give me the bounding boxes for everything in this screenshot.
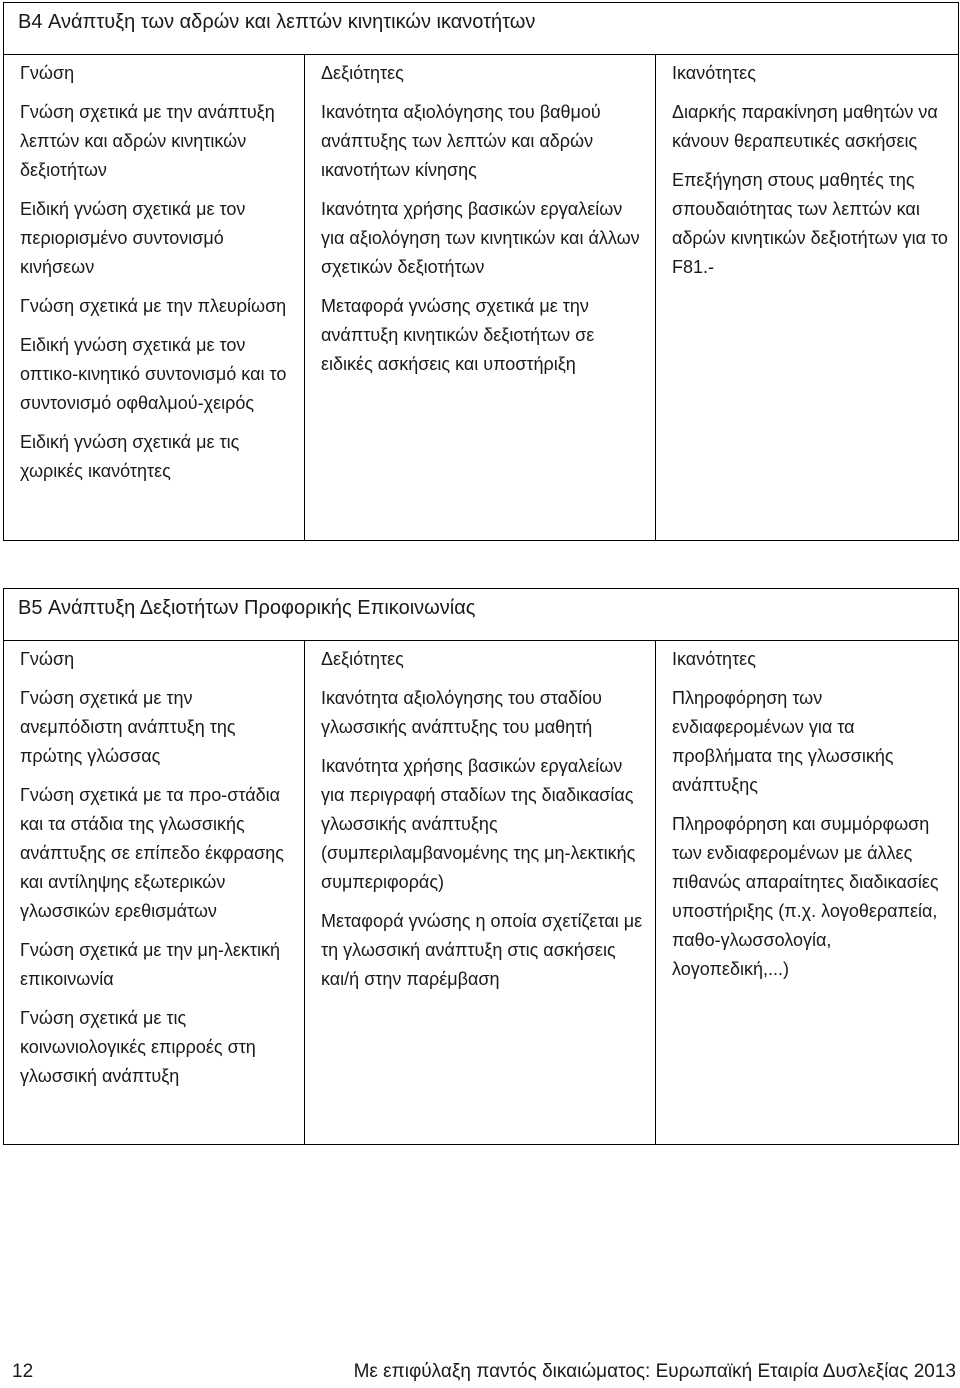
list-item: Γνώση σχετικά με τα προ-στάδια και τα στάδια της γλωσσικής ανάπτυξης σε επίπεδο έκφρασης και αντίληψης εξωτερικών γλωσσικών ερεθισμάτων [20, 785, 284, 921]
column-header-skills: Δεξιότητες [321, 63, 404, 83]
list-item: Ειδική γνώση σχετικά με τις χωρικές ικανότητες [20, 432, 240, 481]
list-item: Επεξήγηση στους μαθητές της σπουδαιότητας των λεπτών και αδρών κινητικών δεξιοτήτων για το F81.- [672, 170, 948, 277]
list-item: Διαρκής παρακίνηση μαθητών να κάνουν θεραπευτικές ασκήσεις [672, 102, 938, 151]
column-header-competences: Ικανότητες [672, 63, 756, 83]
knowledge-column [4, 641, 304, 1144]
list-item: Ικανότητα αξιολόγησης του βαθμού ανάπτυξης των λεπτών και αδρών ικανοτήτων κίνησης [321, 102, 601, 180]
list-item: Μεταφορά γνώσης η οποία σχετίζεται με τη γλωσσική ανάπτυξη στις ασκήσεις και/ή στην παρέμβαση [321, 911, 643, 989]
section-b5 [3, 588, 959, 1145]
section-columns [4, 55, 958, 540]
list-item: Πληροφόρηση των ενδιαφερομένων για τα προβλήματα της γλωσσικής ανάπτυξης [672, 688, 894, 795]
section-title: B4 Ανάπτυξη των αδρών και λεπτών κινητικών ικανοτήτων [4, 3, 958, 55]
competences-column [655, 55, 958, 540]
section-b4 [3, 2, 959, 541]
skills-column [304, 641, 655, 1144]
list-item: Γνώση σχετικά με την ανεμπόδιστη ανάπτυξη της πρώτης γλώσσας [20, 688, 236, 766]
column-header-skills: Δεξιότητες [321, 649, 404, 669]
list-item: Πληροφόρηση και συμμόρφωση των ενδιαφερομένων με άλλες πιθανώς απαραίτητες διαδικασίες υποστήριξης (π.χ. λογοθεραπεία, παθο-γλωσσολογία, λογοπεδική,...) [672, 814, 939, 979]
section-title: B5 Ανάπτυξη Δεξιοτήτων Προφορικής Επικοινωνίας [4, 589, 958, 641]
list-item: Ειδική γνώση σχετικά με τον περιορισμένο συντονισμό κινήσεων [20, 199, 246, 277]
column-header-knowledge: Γνώση [20, 63, 75, 83]
column-header-knowledge: Γνώση [20, 649, 75, 669]
knowledge-column [4, 55, 304, 540]
section-columns [4, 641, 958, 1144]
list-item: Γνώση σχετικά με την ανάπτυξη λεπτών και αδρών κινητικών δεξιοτήτων [20, 102, 275, 180]
list-item: Ικανότητα χρήσης βασικών εργαλείων για αξιολόγηση των κινητικών και άλλων σχετικών δεξιοτήτων [321, 199, 640, 277]
list-item: Γνώση σχετικά με τις κοινωνιολογικές επιρροές στη γλωσσική ανάπτυξη [20, 1008, 256, 1086]
list-item: Ικανότητα χρήσης βασικών εργαλείων για περιγραφή σταδίων της διαδικασίας γλωσσικής ανάπτυξης (συμπεριλαμβανομένης της μη-λεκτικής συμπεριφοράς) [321, 756, 636, 892]
page-number: 12 [12, 1361, 34, 1382]
list-item: Ειδική γνώση σχετικά με τον οπτικο-κινητικό συντονισμό και το συντονισμό οφθαλμού-χειρός [20, 335, 287, 413]
skills-column [304, 55, 655, 540]
competences-column [655, 641, 958, 1144]
page-footer [0, 1356, 960, 1388]
copyright-notice: Με επιφύλαξη παντός δικαιώματος: Ευρωπαϊκή Εταιρία Δυσλεξίας 2013 [353, 1361, 956, 1382]
list-item: Ικανότητα αξιολόγησης του σταδίου γλωσσικής ανάπτυξης του μαθητή [321, 688, 602, 737]
list-item: Γνώση σχετικά με την μη-λεκτική επικοινωνία [20, 940, 281, 989]
list-item: Γνώση σχετικά με την πλευρίωση [20, 296, 287, 316]
list-item: Μεταφορά γνώσης σχετικά με την ανάπτυξη κινητικών δεξιοτήτων σε ειδικές ασκήσεις και υποστήριξη [321, 296, 595, 374]
column-header-competences: Ικανότητες [672, 649, 756, 669]
